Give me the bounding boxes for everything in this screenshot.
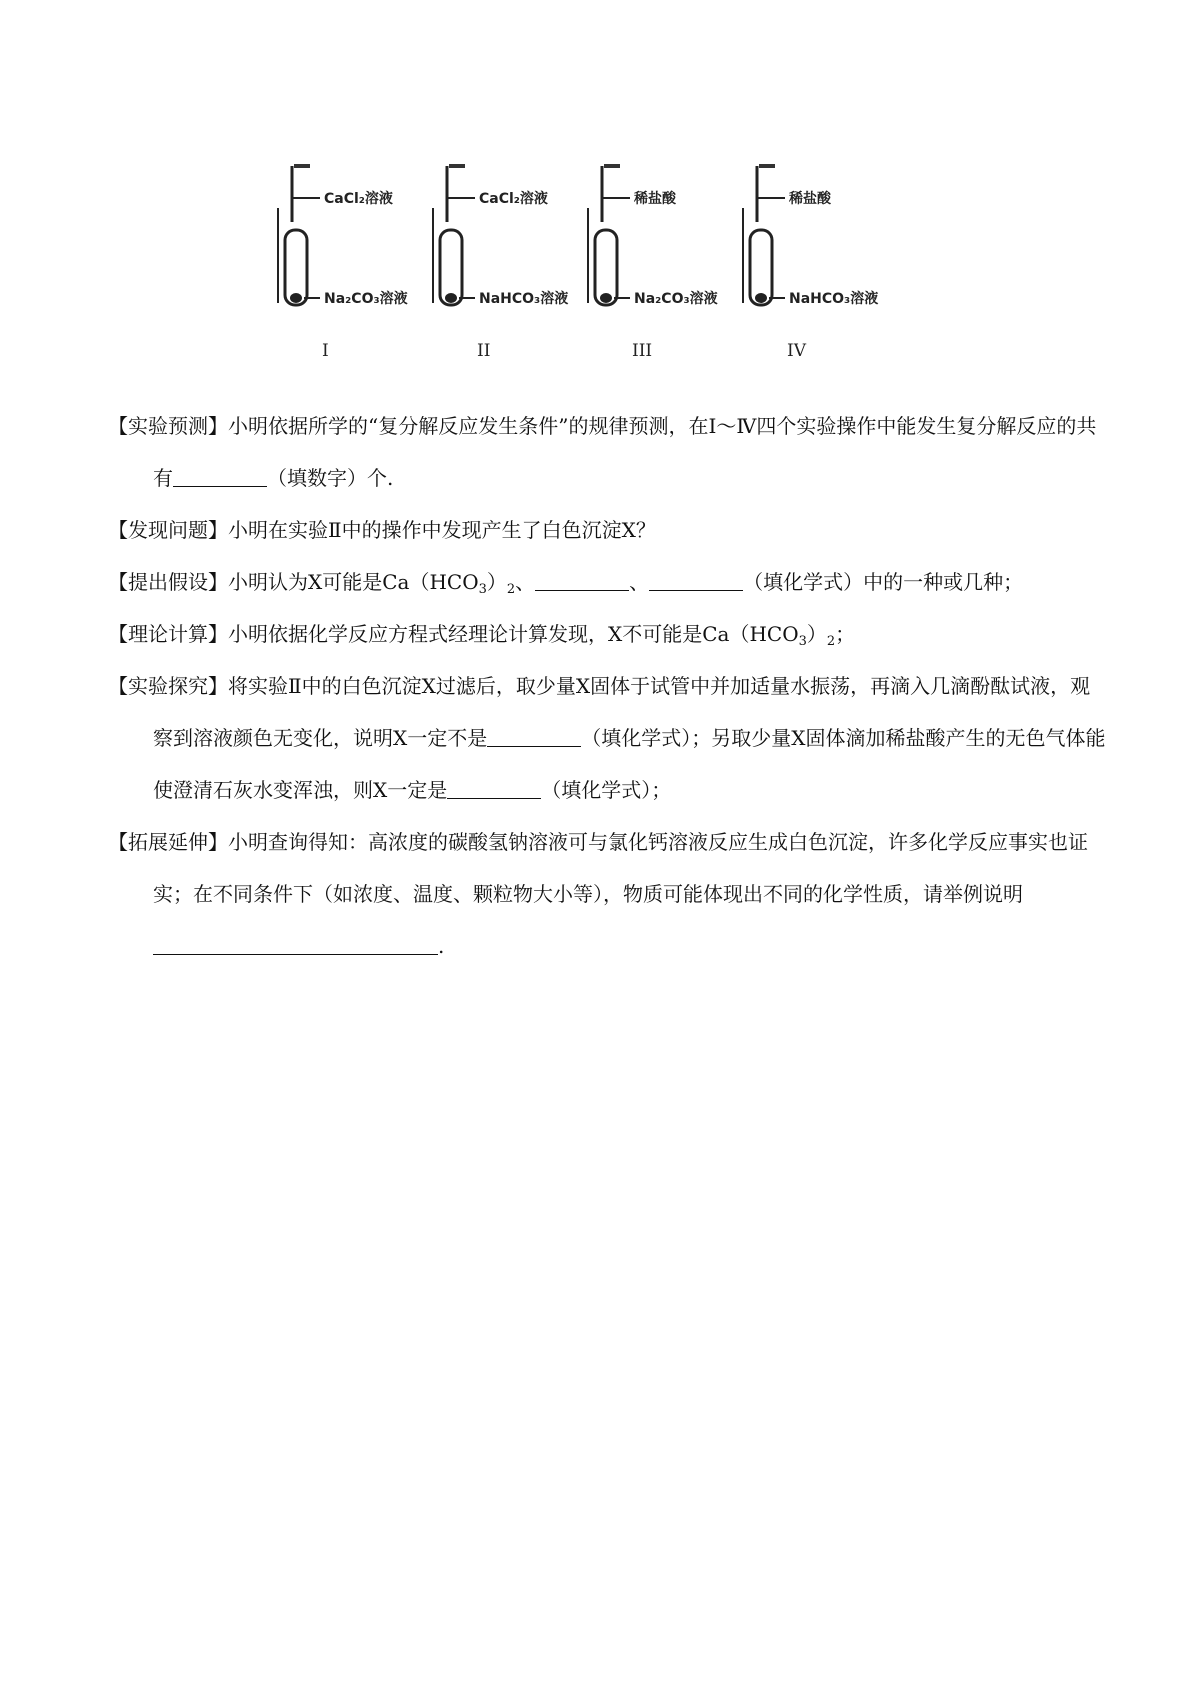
tube-1-top-label: CaCl₂溶液: [324, 191, 393, 207]
tube-1-bottom-label: Na₂CO₃溶液: [324, 291, 408, 307]
prediction-text: 小明依据所学的“复分解反应发生条件”的规律预测，在Ⅰ～Ⅳ四个实验操作中能发生复分解反应的共有: [153, 414, 1097, 490]
tube-2-numeral: II: [477, 341, 491, 361]
exploration-tag: 【实验探究】: [108, 674, 228, 698]
hypothesis-tag: 【提出假设】: [108, 570, 228, 594]
paragraph-problem: [0, 504, 1108, 556]
hypothesis-paren: ）: [486, 570, 507, 594]
exploration-text: 将实验Ⅱ中的白色沉淀X过滤后，取少量X固体于试管中并加适量水振荡，再滴入几滴酚酞试液，观察到溶液颜色无变化，说明X一定不是: [153, 674, 1091, 750]
tube-2: [433, 164, 568, 361]
exploration-text-mid: （填化学式）；另取少量X固体滴加稀盐酸产生的无色气体能使澄清石灰水变浑浊，则X一定是: [153, 726, 1106, 802]
problem-text: 小明在实验Ⅱ中的操作中发现产生了白色沉淀X？: [228, 518, 656, 542]
paragraph-exploration: [0, 660, 1108, 816]
answer-blank-count[interactable]: [173, 466, 267, 487]
test-tube-figure: [272, 158, 948, 396]
tube-3-bottom-label: Na₂CO₃溶液: [634, 291, 718, 307]
calculation-sub-2: 2: [826, 634, 836, 649]
tube-4: [743, 164, 878, 361]
paragraph-calculation: [0, 608, 1108, 660]
tube-4-top-label: 稀盐酸: [789, 191, 831, 207]
paragraph-prediction: [0, 400, 1108, 504]
tube-3-numeral: III: [632, 341, 653, 361]
test-tube-diagram: [272, 158, 948, 396]
answer-blank-example[interactable]: [153, 934, 438, 955]
extension-text: 小明查询得知：高浓度的碳酸氢钠溶液可与氯化钙溶液反应生成白色沉淀，许多化学反应事实也证实；在不同条件下（如浓度、温度、颗粒物大小等），物质可能体现出不同的化学性质，请举例说明: [153, 830, 1088, 906]
prediction-tag: 【实验预测】: [108, 414, 228, 438]
tube-4-numeral: IV: [787, 341, 806, 361]
tube-2-bottom-label: NaHCO₃溶液: [479, 291, 569, 307]
calculation-sub-3: 3: [798, 634, 807, 649]
calculation-end: ；: [835, 622, 856, 646]
answer-blank-not-x[interactable]: [487, 726, 581, 747]
hypothesis-text: 小明认为X可能是Ca（HCO: [228, 570, 479, 594]
extension-tag: 【拓展延伸】: [108, 830, 228, 854]
question-body: [0, 400, 1200, 972]
tube-1: [278, 164, 408, 361]
calculation-tag: 【理论计算】: [108, 622, 228, 646]
extension-text-end: .: [438, 934, 445, 958]
hypothesis-sub-3: 3: [478, 582, 487, 597]
hypothesis-text-end: （填化学式）中的一种或几种；: [743, 570, 1024, 594]
exploration-text-end: （填化学式）；: [541, 778, 672, 802]
calculation-paren: ）: [806, 622, 827, 646]
tube-2-top-label: CaCl₂溶液: [479, 191, 548, 207]
paragraph-hypothesis: [0, 556, 1108, 608]
paragraph-extension: [0, 816, 1108, 972]
tube-3: [588, 164, 718, 361]
hypothesis-sub-2: 2: [506, 582, 516, 597]
answer-blank-formula-2[interactable]: [649, 570, 743, 591]
hypothesis-sep-1: 、: [515, 570, 536, 594]
calculation-text: 小明依据化学反应方程式经理论计算发现，X不可能是Ca（HCO: [228, 622, 799, 646]
hypothesis-sep-2: 、: [629, 570, 650, 594]
tube-3-top-label: 稀盐酸: [634, 191, 676, 207]
answer-blank-formula-1[interactable]: [535, 570, 629, 591]
tube-4-bottom-label: NaHCO₃溶液: [789, 291, 879, 307]
prediction-text-end: （填数字）个.: [267, 466, 394, 490]
tube-1-numeral: I: [322, 341, 329, 361]
problem-tag: 【发现问题】: [108, 518, 228, 542]
answer-blank-is-x[interactable]: [447, 778, 541, 799]
